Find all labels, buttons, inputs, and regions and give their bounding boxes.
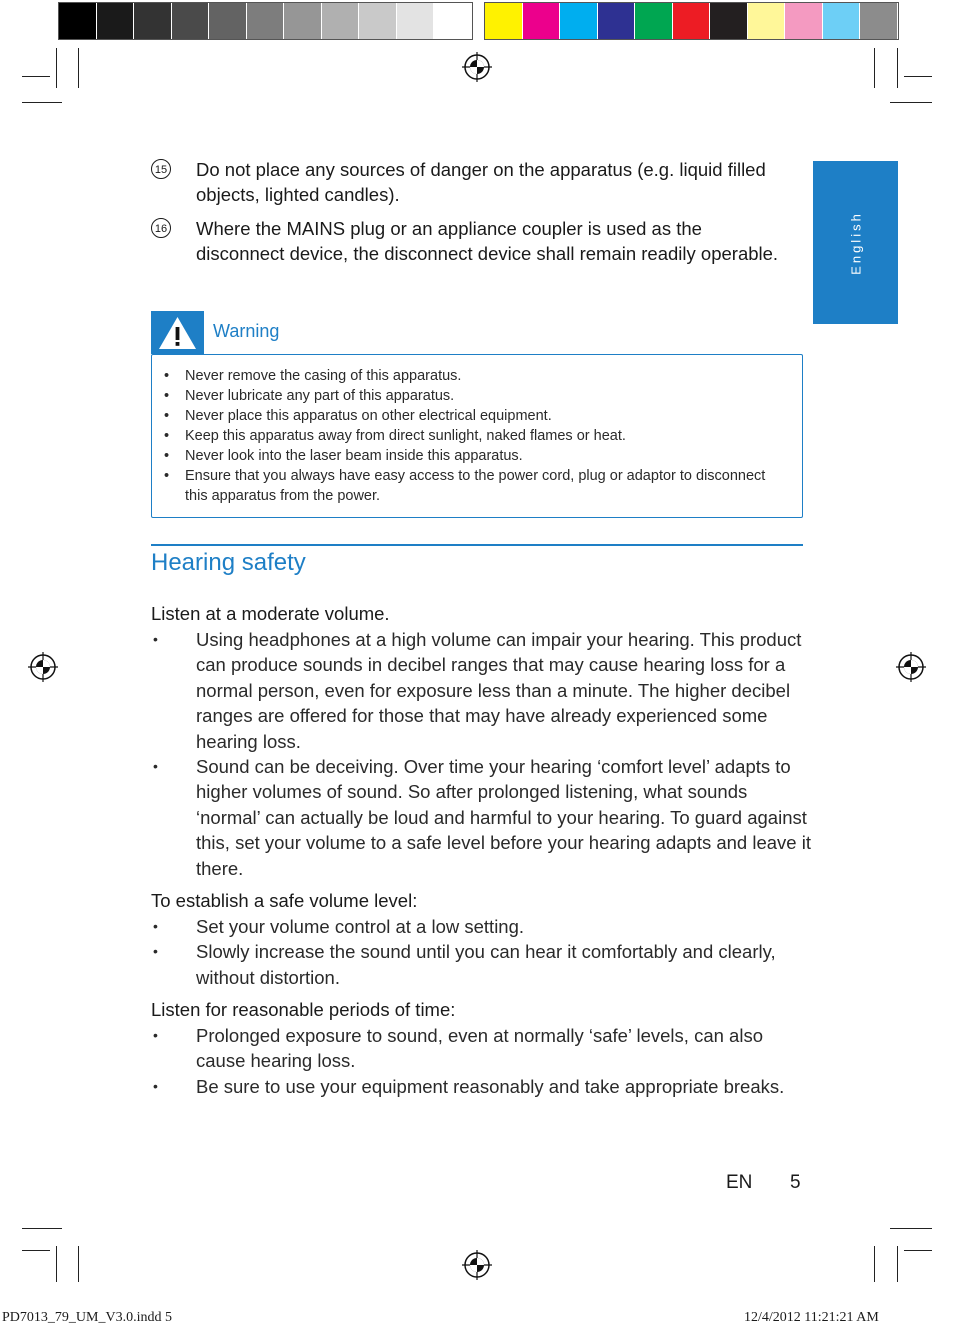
- color-swatch: [134, 3, 172, 39]
- color-swatch: [710, 3, 748, 39]
- page-number: 5: [790, 1172, 801, 1193]
- crop-mark: [874, 48, 875, 88]
- color-swatch: [322, 3, 360, 39]
- list-item: • Slowly increase the sound until you can hear it comfortably and clearly, without distortion.: [151, 939, 811, 990]
- crop-mark: [904, 76, 932, 77]
- grayscale-color-bar: [58, 2, 473, 40]
- section-title: Hearing safety: [151, 549, 306, 576]
- color-swatch: [523, 3, 561, 39]
- crop-mark: [56, 1246, 57, 1282]
- color-swatch: [673, 3, 711, 39]
- color-swatch: [823, 3, 861, 39]
- color-swatch: [97, 3, 135, 39]
- crop-mark: [890, 1228, 932, 1229]
- crop-mark: [22, 76, 50, 77]
- group-heading: To establish a safe volume level:: [151, 890, 418, 911]
- slug-filename: PD7013_79_UM_V3.0.indd 5: [2, 1310, 172, 1325]
- color-swatch: [209, 3, 247, 39]
- numbered-item-text: Do not place any sources of danger on the apparatus (e.g. liquid filled objects, lighted candles).: [196, 159, 766, 205]
- color-swatch: [284, 3, 322, 39]
- list-item: • Using headphones at a high volume can impair your hearing. This product can produce sounds in decibel ranges that may cause hearing loss for a normal person, even for exposure less than a minute. The higher decibel ranges are offered for those that may have already experienced some hearing loss.: [151, 627, 811, 754]
- crop-mark: [22, 1228, 62, 1229]
- crop-mark: [890, 102, 932, 103]
- warning-item: • Ensure that you always have easy access to the power cord, plug or adaptor to disconnect this apparatus from the power.: [161, 466, 781, 506]
- numbered-item-text: Where the MAINS plug or an appliance coupler is used as the disconnect device, the disconnect device shall remain readily operable.: [196, 218, 779, 264]
- crop-mark: [78, 1246, 79, 1282]
- color-swatch: [359, 3, 397, 39]
- crop-mark: [22, 1250, 50, 1251]
- color-swatch: [485, 3, 523, 39]
- color-swatch: [172, 3, 210, 39]
- registration-mark-icon: [28, 652, 58, 682]
- list-item: • Be sure to use your equipment reasonably and take appropriate breaks.: [151, 1074, 811, 1099]
- process-color-bar: [484, 2, 899, 40]
- slug-timestamp: 12/4/2012 11:21:21 AM: [744, 1310, 879, 1325]
- bullet-list: [151, 914, 811, 990]
- color-swatch: [860, 3, 898, 39]
- warning-list: [161, 366, 781, 506]
- numbered-item: [151, 157, 791, 207]
- group-heading: Listen for reasonable periods of time:: [151, 999, 456, 1020]
- crop-mark: [904, 1250, 932, 1251]
- list-item: • Prolonged exposure to sound, even at normally ‘safe’ levels, can also cause hearing loss.: [151, 1023, 811, 1074]
- numbered-item: [151, 216, 791, 266]
- registration-mark-icon: [462, 52, 492, 82]
- color-swatch: [59, 3, 97, 39]
- warning-item: • Never place this apparatus on other electrical equipment.: [161, 406, 781, 426]
- color-swatch: [434, 3, 472, 39]
- color-swatch: [560, 3, 598, 39]
- warning-icon: [151, 311, 204, 354]
- group-heading: Listen at a moderate volume.: [151, 603, 390, 624]
- item-number-badge: 16: [151, 218, 171, 238]
- registration-mark-icon: [462, 1250, 492, 1280]
- language-tab-label: English: [848, 210, 863, 275]
- crop-mark: [874, 1246, 875, 1282]
- warning-item: • Keep this apparatus away from direct sunlight, naked flames or heat.: [161, 426, 781, 446]
- language-side-tab: [813, 161, 898, 324]
- warning-item: • Never look into the laser beam inside this apparatus.: [161, 446, 781, 466]
- crop-mark: [78, 48, 79, 88]
- color-swatch: [785, 3, 823, 39]
- crop-mark: [22, 102, 62, 103]
- list-item: • Sound can be deceiving. Over time your hearing ‘comfort level’ adapts to higher volumes of sound. So after prolonged listening, what sounds ‘normal’ can actually be loud and harmful to your hearing. To guard against this, set your volume to a safe level before your hearing adapts and leave it there.: [151, 754, 811, 881]
- color-swatch: [598, 3, 636, 39]
- crop-mark: [897, 48, 898, 88]
- color-swatch: [748, 3, 786, 39]
- footer-language: EN: [726, 1172, 753, 1193]
- list-item: • Set your volume control at a low setting.: [151, 914, 811, 939]
- warning-item: • Never lubricate any part of this apparatus.: [161, 386, 781, 406]
- registration-mark-icon: [896, 652, 926, 682]
- bullet-list: [151, 627, 811, 881]
- color-swatch: [635, 3, 673, 39]
- warning-label: Warning: [213, 321, 280, 341]
- warning-item: • Never remove the casing of this apparatus.: [161, 366, 781, 386]
- color-swatch: [247, 3, 285, 39]
- crop-mark: [897, 1246, 898, 1282]
- bullet-list: [151, 1023, 811, 1099]
- section-divider: [151, 544, 803, 546]
- color-swatch: [397, 3, 435, 39]
- item-number-badge: 15: [151, 159, 171, 179]
- crop-mark: [56, 48, 57, 88]
